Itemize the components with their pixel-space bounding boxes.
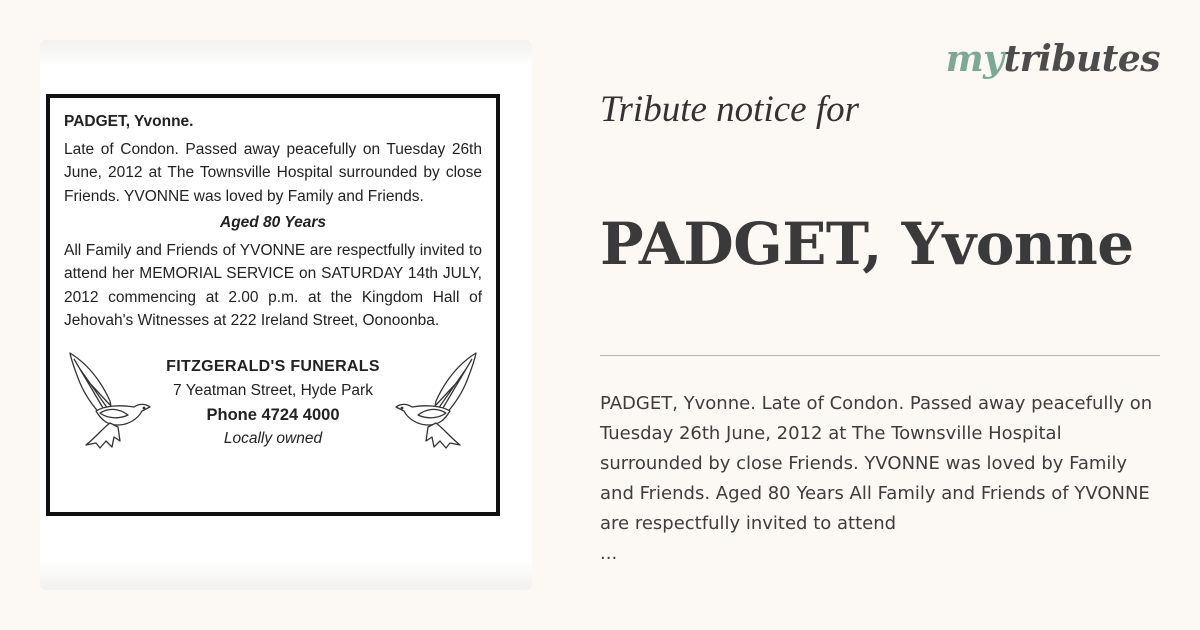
notice-paragraph-2: All Family and Friends of YVONNE are respectfully invited to attend her MEMORIAL SERVICE on SATURDAY 14th JULY, 2012 commencing at 2.00 p.m. at the Kingdom Hall of Jehovah's Witnesses at 222 Ireland Street, Oonoonba. bbox=[64, 241, 482, 329]
divider bbox=[600, 355, 1160, 356]
logo-part-my: my bbox=[945, 38, 1004, 80]
notice-image-card bbox=[40, 40, 532, 590]
notice-excerpt: PADGET, Yvonne. Late of Condon. Passed away peacefully on Tuesday 26th June, 2012 at The Townsville Hospital surrounded by close Friends. YVONNE was loved by Family and Friends. Aged 80 Years All Family and Friends of YVONNE are respectfully invited to attend bbox=[600, 393, 1153, 534]
funeral-tagline: Locally owned bbox=[223, 429, 323, 447]
mytributes-logo[interactable] bbox=[946, 38, 1160, 80]
funeral-phone: Phone 4724 4000 bbox=[206, 405, 340, 424]
page-subtitle: Tribute notice for bbox=[600, 89, 859, 130]
notice-paragraph-1: Late of Condon. Passed away peacefully on Tuesday 26th June, 2012 at The Townsville Hospital surrounded by close Friends. YVONNE was loved by Family and Friends. bbox=[64, 140, 482, 205]
notice-age: Aged 80 Years bbox=[220, 214, 326, 231]
excerpt-ellipsis: ... bbox=[600, 543, 618, 564]
notice-name: PADGET, Yvonne. bbox=[64, 113, 194, 130]
funeral-director-block bbox=[64, 355, 482, 460]
funeral-address: 7 Yeatman Street, Hyde Park bbox=[173, 381, 373, 399]
death-notice bbox=[46, 94, 500, 516]
page-title: PADGET, Yvonne bbox=[600, 210, 1134, 278]
funeral-name: FITZGERALD'S FUNERALS bbox=[166, 357, 380, 375]
logo-part-tributes: tributes bbox=[1003, 38, 1160, 80]
